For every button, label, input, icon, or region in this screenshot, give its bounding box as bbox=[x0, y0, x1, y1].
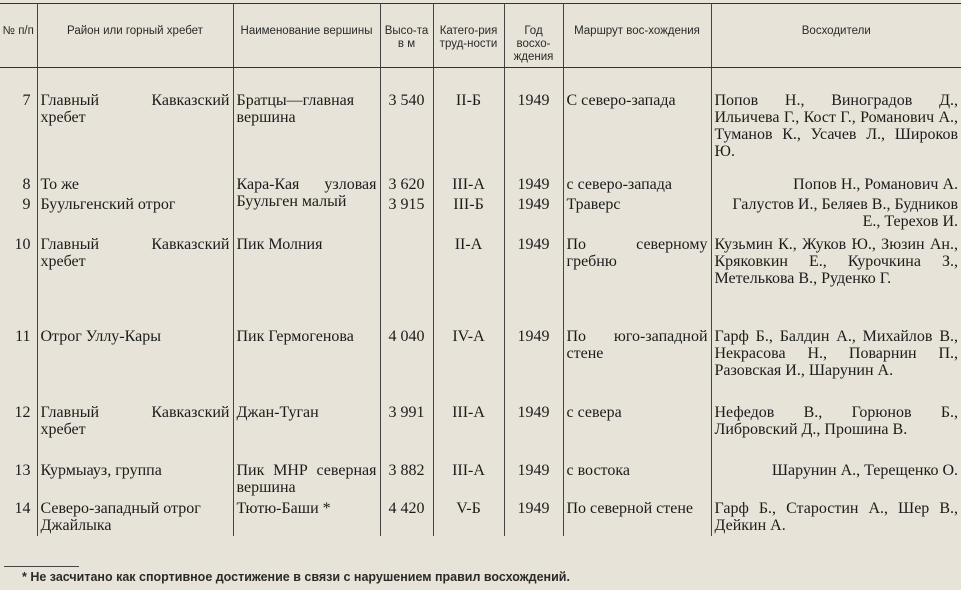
cell-peak: Пик Гермогенова bbox=[233, 326, 380, 402]
cell-route: По северной стене bbox=[563, 498, 711, 536]
table-row bbox=[0, 194, 961, 234]
footnote-rule bbox=[4, 566, 79, 567]
cell-category: II-Б bbox=[433, 90, 504, 174]
footnote: * Не засчитано как спортивное достижение в связи с нарушением правил восхождений. bbox=[22, 570, 570, 584]
cell-peak: Братцы—главная вершина bbox=[233, 90, 380, 174]
cell-category: III-А bbox=[433, 460, 504, 498]
cell-height: 3 620 bbox=[380, 174, 433, 194]
cell-num: 13 bbox=[14, 461, 31, 479]
table-row bbox=[0, 174, 961, 194]
cell-peak: Пик МНР северная вершина bbox=[233, 460, 380, 498]
cell-region: Отрог Уллу-Кары bbox=[37, 326, 233, 402]
cell-climbers: Шарунин А., Терещенко О. bbox=[711, 460, 961, 498]
cell-region: Курмыауз, группа bbox=[37, 460, 233, 498]
cell-route: с севера bbox=[563, 402, 711, 460]
cell-height: 4 040 bbox=[380, 326, 433, 402]
cell-height bbox=[380, 234, 433, 326]
table-row bbox=[0, 498, 961, 536]
cell-climbers: Гарф Б., Старостин А., Шер В., Дейкин А. bbox=[711, 498, 961, 536]
spacer-row bbox=[0, 67, 961, 90]
header-climbers: Восходители bbox=[711, 3, 961, 67]
cell-height: 3 540 bbox=[380, 90, 433, 174]
cell-route: По северному гребню bbox=[563, 234, 711, 326]
table-row bbox=[0, 234, 961, 326]
cell-year: 1949 bbox=[504, 402, 563, 460]
cell-climbers: Галустов И., Беляев В., Будников Е., Терехов И. bbox=[711, 194, 961, 234]
spacer-cell bbox=[380, 67, 433, 90]
spacer-cell bbox=[563, 67, 711, 90]
cell-peak: Джан-Туган bbox=[233, 402, 380, 460]
cell-height: 3 991 bbox=[380, 402, 433, 460]
cell-category: IV-А bbox=[433, 326, 504, 402]
spacer-cell bbox=[504, 67, 563, 90]
cell-height: 3 915 bbox=[380, 194, 433, 234]
cell-num: 10 bbox=[14, 235, 31, 253]
cell-num: 8 bbox=[22, 175, 31, 193]
header-row bbox=[0, 3, 961, 67]
header-year: Год восхо-ждения bbox=[504, 3, 563, 67]
cell-route: Траверс bbox=[563, 194, 711, 234]
cell-route: с востока bbox=[563, 460, 711, 498]
cell-category: II-А bbox=[433, 234, 504, 326]
cell-climbers: Кузьмин К., Жуков Ю., Зюзин Ан., Кряковкин Е., Курочкина З., Метелькова В., Руденко Г. bbox=[711, 234, 961, 326]
header-height: Высо-та в м bbox=[380, 3, 433, 67]
cell-climbers: Попов Н., Виноградов Д., Ильичева Г., Кост Г., Романович А., Туманов К., Усачев Л., Широков Ю. bbox=[711, 90, 961, 174]
header-route: Маршрут вос-хождения bbox=[563, 3, 711, 67]
cell-climbers: Попов Н., Романович А. bbox=[711, 174, 961, 194]
cell-region: Главный Кавказский хребет bbox=[37, 402, 233, 460]
header-region: Район или горный хребет bbox=[37, 3, 233, 67]
cell-category: V-Б bbox=[433, 498, 504, 536]
cell-peak: Кара-Кая узловая Буульген малый bbox=[233, 174, 380, 234]
cell-region: Главный Кавказский хребет bbox=[37, 234, 233, 326]
cell-num: 9 bbox=[22, 195, 31, 213]
cell-region: Главный Кавказский хребет bbox=[37, 90, 233, 174]
cell-peak: Пик Молния bbox=[233, 234, 380, 326]
cell-region: Буульгенский отрог bbox=[37, 194, 233, 234]
cell-year: 1949 bbox=[504, 174, 563, 194]
ascents-table bbox=[0, 3, 961, 536]
header-peak: Наименование вершины bbox=[233, 3, 380, 67]
cell-route: с северо-запада bbox=[563, 174, 711, 194]
cell-num: 7 bbox=[22, 91, 31, 109]
cell-num: 12 bbox=[14, 403, 31, 421]
table-row bbox=[0, 460, 961, 498]
table-row bbox=[0, 326, 961, 402]
header-category: Катего-рия труд-ности bbox=[433, 3, 504, 67]
cell-category: III-А bbox=[433, 174, 504, 194]
cell-height: 4 420 bbox=[380, 498, 433, 536]
cell-climbers: Гарф Б., Балдин А., Михайлов В., Некрасова Н., Поварнин П., Разовская И., Шарунин А. bbox=[711, 326, 961, 402]
table-row bbox=[0, 402, 961, 460]
spacer-cell bbox=[0, 67, 37, 90]
cell-num: 14 bbox=[14, 499, 31, 517]
spacer-cell bbox=[233, 67, 380, 90]
cell-year: 1949 bbox=[504, 194, 563, 234]
cell-year: 1949 bbox=[504, 90, 563, 174]
table-row bbox=[0, 90, 961, 174]
cell-height: 3 882 bbox=[380, 460, 433, 498]
cell-peak: Тютю-Баши * bbox=[233, 498, 380, 536]
cell-route: С северо-запада bbox=[563, 90, 711, 174]
cell-category: III-А bbox=[433, 402, 504, 460]
cell-year: 1949 bbox=[504, 234, 563, 326]
cell-climbers: Нефедов В., Горюнов Б., Либровский Д., Прошина В. bbox=[711, 402, 961, 460]
cell-category: III-Б bbox=[433, 194, 504, 234]
cell-region: То же bbox=[37, 174, 233, 194]
spacer-cell bbox=[37, 67, 233, 90]
spacer-cell bbox=[433, 67, 504, 90]
cell-year: 1949 bbox=[504, 326, 563, 402]
cell-num: 11 bbox=[15, 327, 31, 345]
header-num: № п/п bbox=[0, 3, 37, 67]
cell-route: По юго-западной стене bbox=[563, 326, 711, 402]
spacer-cell bbox=[711, 67, 961, 90]
cell-year: 1949 bbox=[504, 498, 563, 536]
cell-year: 1949 bbox=[504, 460, 563, 498]
cell-region: Северо-западный отрог Джайлыка bbox=[37, 498, 233, 536]
